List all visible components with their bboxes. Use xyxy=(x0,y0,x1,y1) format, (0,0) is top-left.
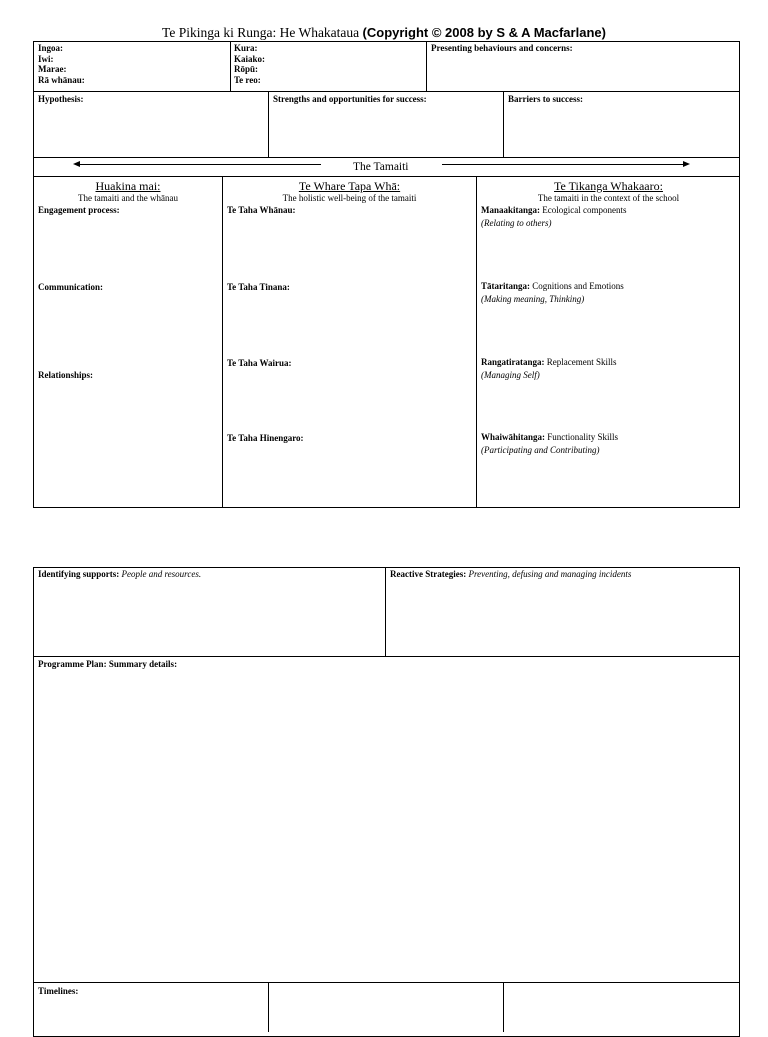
timelines-label: Timelines: xyxy=(38,986,79,996)
manaakitanga-label: Manaakitanga: xyxy=(481,205,541,215)
tikanga-heading: Te Tikanga Whakaaro: xyxy=(554,179,663,193)
tamaiti-label: The Tamaiti xyxy=(353,161,409,173)
title-copyright: (Copyright © 2008 by S & A Macfarlane) xyxy=(362,25,606,40)
rule-supports-bottom xyxy=(33,656,740,657)
rangatiratanga-sub: (Managing Self) xyxy=(481,370,540,380)
rule-tamaiti-bottom xyxy=(33,176,740,177)
taha-tinana-label: Te Taha Tinana: xyxy=(227,282,290,292)
tataritanga-sub: (Making meaning, Thinking) xyxy=(481,294,585,304)
rule-row1-col2 xyxy=(426,41,427,91)
communication-label: Communication: xyxy=(38,282,103,292)
title-main: Te Pikinga ki Runga: He Whakataua xyxy=(162,25,363,40)
rule-timelines-2 xyxy=(503,982,504,1032)
kaiako-label: Kaiako: xyxy=(234,53,266,64)
rule-row2-col2 xyxy=(503,91,504,157)
arrow-left-line xyxy=(78,164,321,165)
arrow-right-icon xyxy=(683,161,690,167)
rangatiratanga-item xyxy=(481,357,617,381)
school-details-col xyxy=(234,43,265,85)
taha-wairua-label: Te Taha Wairua: xyxy=(227,358,292,368)
rangatiratanga-desc: Replacement Skills xyxy=(544,357,617,367)
rule-programme-bottom xyxy=(33,982,740,983)
hypothesis-label: Hypothesis: xyxy=(38,94,84,104)
supports-label: Identifying supports: xyxy=(38,569,120,579)
whare-heading: Te Whare Tapa Whā: xyxy=(298,179,401,193)
reactive-cell xyxy=(390,569,631,580)
manaakitanga-item xyxy=(481,205,627,229)
taha-whanau-label: Te Taha Whānau: xyxy=(227,205,296,215)
rule-timelines-1 xyxy=(268,982,269,1032)
engagement-label: Engagement process: xyxy=(38,205,120,215)
whaiwahitanga-item xyxy=(481,432,618,456)
taha-hinengaro-label: Te Taha Hinengaro: xyxy=(227,433,304,443)
arrow-right-line xyxy=(442,164,684,165)
tataritanga-desc: Cognitions and Emotions xyxy=(530,281,624,291)
te-reo-label: Te reo: xyxy=(234,74,261,85)
tataritanga-item xyxy=(481,281,624,305)
presenting-behaviours-label: Presenting behaviours and concerns: xyxy=(431,43,573,53)
rule-supports-divider xyxy=(385,567,386,656)
reactive-desc: Preventing, defusing and managing incidents xyxy=(466,569,632,579)
plan-table xyxy=(33,567,740,1037)
manaakitanga-sub: (Relating to others) xyxy=(481,218,552,228)
programme-plan-label: Programme Plan: Summary details: xyxy=(38,659,178,669)
tikanga-subheading: The tamaiti in the context of the school xyxy=(537,193,680,203)
barriers-label: Barriers to success: xyxy=(508,94,583,104)
strengths-label: Strengths and opportunities for success: xyxy=(273,94,427,104)
rule-cols-1 xyxy=(222,176,223,508)
supports-cell xyxy=(38,569,201,580)
ingoa-label: Ingoa: xyxy=(38,43,64,53)
whaiwahitanga-sub: (Participating and Contributing) xyxy=(481,445,600,455)
manaakitanga-desc: Ecological components xyxy=(540,205,627,215)
rule-row2-col1 xyxy=(268,91,269,157)
huakina-subheading: The tamaiti and the whānau xyxy=(78,193,178,203)
ropu-label: Rōpū: xyxy=(234,64,259,74)
rule-row1-col1 xyxy=(230,41,231,91)
reactive-label: Reactive Strategies: xyxy=(390,569,467,579)
kura-label: Kura: xyxy=(234,43,258,53)
marae-label: Marae: xyxy=(38,64,67,74)
whaiwahitanga-label: Whaiwāhitanga: xyxy=(481,432,546,442)
tataritanga-label: Tātaritanga: xyxy=(481,281,530,291)
ra-whanau-label: Rā whānau: xyxy=(38,74,85,85)
relationships-label: Relationships: xyxy=(38,370,94,380)
huakina-heading: Huakina mai: xyxy=(95,179,161,193)
whare-subheading: The holistic well-being of the tamaiti xyxy=(282,193,417,203)
rule-cols-2 xyxy=(476,176,477,508)
document-title xyxy=(0,25,768,41)
iwi-label: Iwi: xyxy=(38,53,54,64)
whaiwahitanga-desc: Functionality Skills xyxy=(545,432,619,442)
student-details-col xyxy=(38,43,85,85)
rule-row1-bottom xyxy=(33,91,740,92)
rule-row2-bottom xyxy=(33,157,740,158)
supports-desc: People and resources. xyxy=(119,569,202,579)
rangatiratanga-label: Rangatiratanga: xyxy=(481,357,545,367)
assessment-table xyxy=(33,41,740,508)
